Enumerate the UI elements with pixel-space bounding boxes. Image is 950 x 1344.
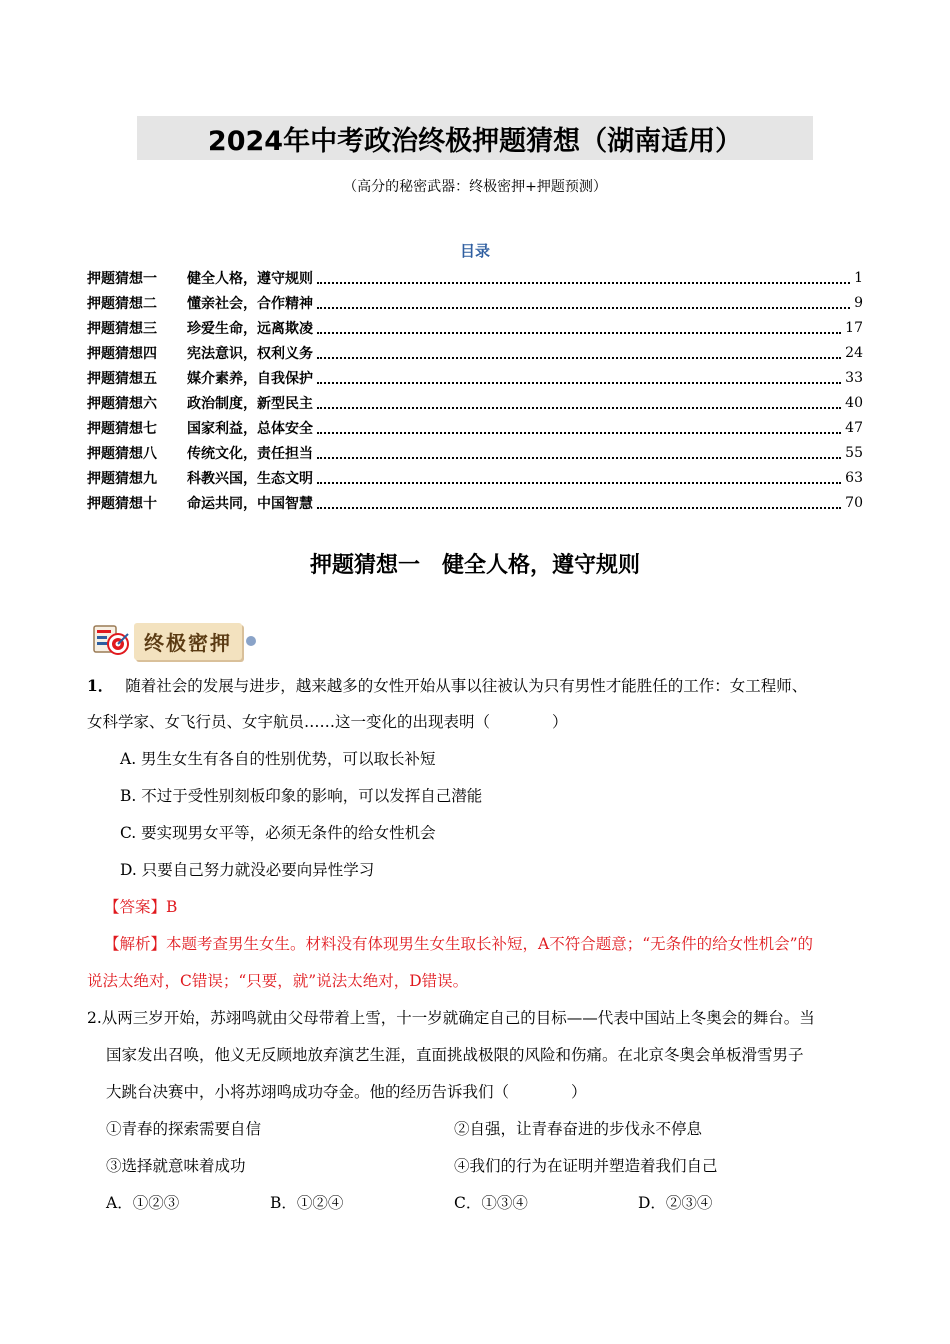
question-number: 1．: [87, 676, 114, 695]
statement-2: ②自强，让青春奋进的步伐永不停息: [454, 1120, 703, 1138]
option-d[interactable]: D. 只要自己努力就没必要向异性学习: [120, 861, 375, 879]
toc-item[interactable]: [87, 465, 863, 490]
toc-item-page: 55: [845, 444, 863, 461]
toc-item-topic: 命运共同，中国智慧: [187, 495, 313, 512]
toc-item[interactable]: [87, 265, 863, 290]
toc-item[interactable]: [87, 415, 863, 440]
toc-item-topic: 国家利益，总体安全: [187, 420, 313, 437]
answer: 【答案】B: [104, 898, 178, 916]
toc-item-topic: 传统文化，责任担当: [187, 445, 313, 462]
toc-item-number: 押题猜想二: [87, 295, 157, 312]
toc-item[interactable]: [87, 340, 863, 365]
toc-item-number: 押题猜想三: [87, 320, 157, 337]
toc-item-number: 押题猜想九: [87, 470, 157, 487]
toc-item[interactable]: [87, 490, 863, 515]
toc-leader-dots: [317, 293, 850, 309]
choice-d[interactable]: D．②③④: [638, 1194, 713, 1212]
toc-item-topic: 媒介素养，自我保护: [187, 370, 313, 387]
section-banner: [92, 620, 256, 662]
toc-item-topic: 懂亲社会，合作精神: [187, 295, 313, 312]
toc-leader-dots: [317, 493, 841, 509]
toc-item-number: 押题猜想一: [87, 270, 157, 287]
question-1-line-1: [87, 667, 807, 705]
option-b[interactable]: B. 不过于受性别刻板印象的影响，可以发挥自己潜能: [120, 787, 483, 805]
option-a[interactable]: A. 男生女生有各自的性别优势，可以取长补短: [120, 750, 436, 768]
banner-dot-icon: [246, 636, 256, 646]
toc-item[interactable]: [87, 290, 863, 315]
target-board-icon: [92, 622, 130, 660]
toc-item-number: 押题猜想八: [87, 445, 157, 462]
document-subtitle: （高分的秘密武器：终极密押+押题预测）: [343, 179, 607, 195]
toc-leader-dots: [317, 268, 850, 284]
analysis-line-1: 【解析】本题考查男生女生。材料没有体现男生女生取长补短，A不符合题意；“无条件的给女性机会”的: [104, 935, 814, 953]
toc-leader-dots: [317, 368, 841, 384]
toc-item-page: 1: [854, 269, 863, 286]
statement-4: ④我们的行为在证明并塑造着我们自己: [454, 1157, 718, 1175]
document-title: 2024年中考政治终极押题猜想（湖南适用）: [137, 116, 813, 160]
toc-heading: 目录: [459, 242, 490, 260]
toc-leader-dots: [317, 418, 841, 434]
question-2-line-1: 2.从两三岁开始，苏翊鸣就由父母带着上雪，十一岁就确定自己的目标——代表中国站上冬奥会的舞台。当: [87, 1009, 815, 1027]
toc-leader-dots: [317, 393, 841, 409]
toc-item-page: 40: [845, 394, 863, 411]
toc-item-page: 33: [845, 369, 863, 386]
question-2-line-3: 大跳台决赛中，小将苏翊鸣成功夺金。他的经历告诉我们（ ）: [106, 1083, 587, 1101]
toc-item-page: 70: [845, 494, 863, 511]
section-title: 押题猜想一 健全人格，遵守规则: [309, 553, 640, 578]
toc-item-page: 9: [854, 294, 863, 311]
toc-item[interactable]: [87, 315, 863, 340]
question-2-line-2: 国家发出召唤，他义无反顾地放弃演艺生涯，直面挑战极限的风险和伤痛。在北京冬奥会单板滑雪男子: [106, 1046, 804, 1064]
banner-label: 终极密押: [134, 623, 242, 660]
toc-item-number: 押题猜想六: [87, 395, 157, 412]
toc-item-number: 押题猜想十: [87, 495, 157, 512]
question-1-line-2: 女科学家、女飞行员、女宇航员……这一变化的出现表明（ ）: [87, 713, 568, 731]
toc-item-topic: 珍爱生命，远离欺凌: [187, 320, 313, 337]
statement-1: ①青春的探索需要自信: [106, 1120, 262, 1138]
choice-c[interactable]: C．①③④: [454, 1194, 528, 1212]
toc-item[interactable]: [87, 390, 863, 415]
toc-item-number: 押题猜想七: [87, 420, 157, 437]
analysis-line-2: 说法太绝对，C错误；“只要，就”说法太绝对，D错误。: [87, 972, 469, 990]
toc-item[interactable]: [87, 365, 863, 390]
toc-item-topic: 科教兴国，生态文明: [187, 470, 313, 487]
toc-item-topic: 健全人格，遵守规则: [187, 270, 313, 287]
toc-item-page: 47: [845, 419, 863, 436]
toc-item-number: 押题猜想四: [87, 345, 157, 362]
choice-a[interactable]: A．①②③: [106, 1194, 180, 1212]
toc-item-page: 63: [845, 469, 863, 486]
statement-3: ③选择就意味着成功: [106, 1157, 246, 1175]
toc-leader-dots: [317, 468, 841, 484]
choice-b[interactable]: B．①②④: [270, 1194, 344, 1212]
toc-leader-dots: [317, 443, 841, 459]
toc-leader-dots: [317, 343, 841, 359]
toc-item-page: 17: [845, 319, 863, 336]
toc-item-page: 24: [845, 344, 863, 361]
toc-item[interactable]: [87, 440, 863, 465]
question-stem: 随着社会的发展与进步，越来越多的女性开始从事以往被认为只有男性才能胜任的工作：女工程师、: [125, 677, 808, 695]
option-c[interactable]: C. 要实现男女平等，必须无条件的给女性机会: [120, 824, 436, 842]
toc-leader-dots: [317, 318, 841, 334]
table-of-contents: [87, 265, 863, 515]
toc-item-topic: 政治制度，新型民主: [187, 395, 313, 412]
toc-item-number: 押题猜想五: [87, 370, 157, 387]
toc-item-topic: 宪法意识，权利义务: [187, 345, 313, 362]
